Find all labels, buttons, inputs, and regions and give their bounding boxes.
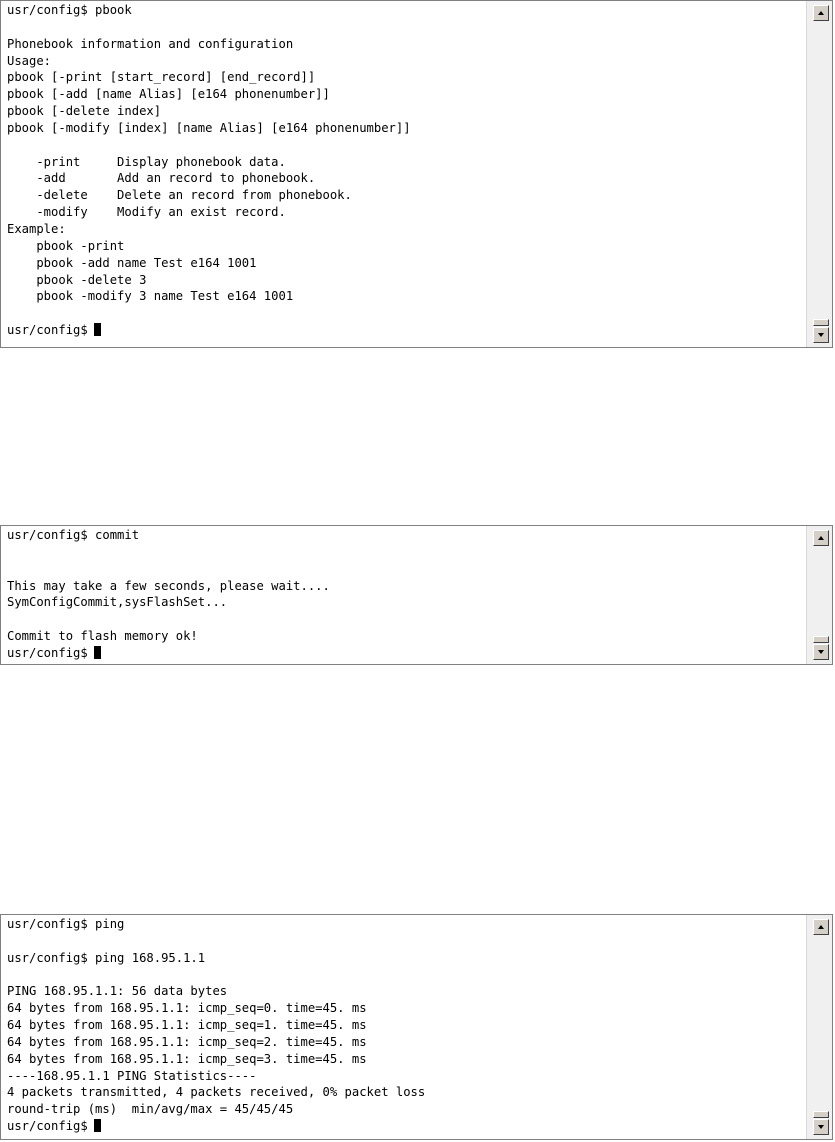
terminal-window-pbook (0, 0, 833, 348)
terminal-line (7, 544, 806, 561)
terminal-line (7, 967, 806, 984)
terminal-line: 64 bytes from 168.95.1.1: icmp_seq=1. time=45. ms (7, 1018, 367, 1033)
terminal-line: pbook -delete 3 (7, 272, 147, 287)
terminal-prompt: usr/config$ (7, 1119, 88, 1134)
scroll-thumb[interactable] (813, 1111, 829, 1118)
terminal-line: pbook -print (7, 238, 125, 253)
terminal-line: ----168.95.1.1 PING Statistics---- (7, 1068, 257, 1083)
terminal-prompt-line[interactable] (7, 645, 806, 662)
terminal-line: Phonebook information and configuration (7, 36, 294, 51)
terminal-line: usr/config$ ping 168.95.1.1 (7, 950, 206, 965)
terminal-line (7, 305, 806, 322)
scroll-down-button[interactable] (813, 327, 829, 343)
arrow-down-icon (818, 1125, 824, 1129)
terminal-line: usr/config$ ping (7, 917, 125, 931)
terminal-line (7, 137, 806, 154)
terminal-line: Commit to flash memory ok! (7, 629, 198, 644)
arrow-down-icon (818, 333, 824, 337)
terminal-line: PING 168.95.1.1: 56 data bytes (7, 984, 228, 999)
terminal-line: 64 bytes from 168.95.1.1: icmp_seq=2. time=45. ms (7, 1034, 367, 1049)
terminal-output (1, 526, 806, 664)
terminal-line: Usage: (7, 53, 52, 68)
terminal-output (1, 915, 806, 1139)
terminal-line: pbook [-add [name Alias] [e164 phonenumber]] (7, 87, 330, 102)
terminal-window-commit (0, 525, 833, 665)
terminal-line (7, 933, 806, 950)
terminal-prompt-line[interactable] (7, 1118, 806, 1135)
terminal-scrollbar[interactable] (806, 1, 832, 347)
terminal-line (7, 561, 806, 578)
terminal-output (1, 1, 806, 347)
terminal-line (7, 19, 806, 36)
terminal-line (7, 611, 806, 628)
scroll-thumb[interactable] (813, 319, 829, 326)
terminal-line: -delete Delete an record from phonebook. (7, 188, 352, 203)
scroll-thumb[interactable] (813, 636, 829, 643)
terminal-line: 64 bytes from 168.95.1.1: icmp_seq=0. time=45. ms (7, 1001, 367, 1016)
terminal-line: 4 packets transmitted, 4 packets received, 0% packet loss (7, 1085, 426, 1100)
terminal-line: -print Display phonebook data. (7, 154, 286, 169)
arrow-up-icon (818, 925, 824, 929)
arrow-up-icon (818, 11, 824, 15)
terminal-line: round-trip (ms) min/avg/max = 45/45/45 (7, 1102, 294, 1117)
scroll-down-button[interactable] (813, 1119, 829, 1135)
terminal-line: pbook [-modify [index] [name Alias] [e164 phonenumber]] (7, 120, 411, 135)
terminal-line: pbook [-delete index] (7, 104, 162, 119)
terminal-prompt: usr/config$ (7, 645, 88, 660)
terminal-line: pbook -modify 3 name Test e164 1001 (7, 289, 294, 304)
terminal-line: pbook [-print [start_record] [end_record]] (7, 70, 316, 85)
text-cursor (94, 1119, 101, 1132)
text-cursor (94, 646, 101, 659)
arrow-up-icon (818, 536, 824, 540)
terminal-line: -add Add an record to phonebook. (7, 171, 316, 186)
scroll-up-button[interactable] (813, 919, 829, 935)
arrow-down-icon (818, 650, 824, 654)
terminal-line: 64 bytes from 168.95.1.1: icmp_seq=3. time=45. ms (7, 1051, 367, 1066)
terminal-scrollbar[interactable] (806, 526, 832, 664)
terminal-line: SymConfigCommit,sysFlashSet... (7, 595, 228, 610)
scroll-up-button[interactable] (813, 5, 829, 21)
terminal-prompt: usr/config$ (7, 323, 88, 338)
scroll-up-button[interactable] (813, 530, 829, 546)
terminal-line: Example: (7, 221, 66, 236)
terminal-line: -modify Modify an exist record. (7, 205, 286, 220)
scroll-down-button[interactable] (813, 644, 829, 660)
terminal-scrollbar[interactable] (806, 915, 832, 1139)
terminal-line: usr/config$ pbook (7, 3, 132, 17)
text-cursor (94, 323, 101, 336)
terminal-window-ping (0, 914, 833, 1140)
terminal-prompt-line[interactable] (7, 322, 806, 339)
terminal-line: pbook -add name Test e164 1001 (7, 255, 257, 270)
terminal-line: This may take a few seconds, please wait.... (7, 578, 330, 593)
terminal-line: usr/config$ commit (7, 528, 140, 542)
